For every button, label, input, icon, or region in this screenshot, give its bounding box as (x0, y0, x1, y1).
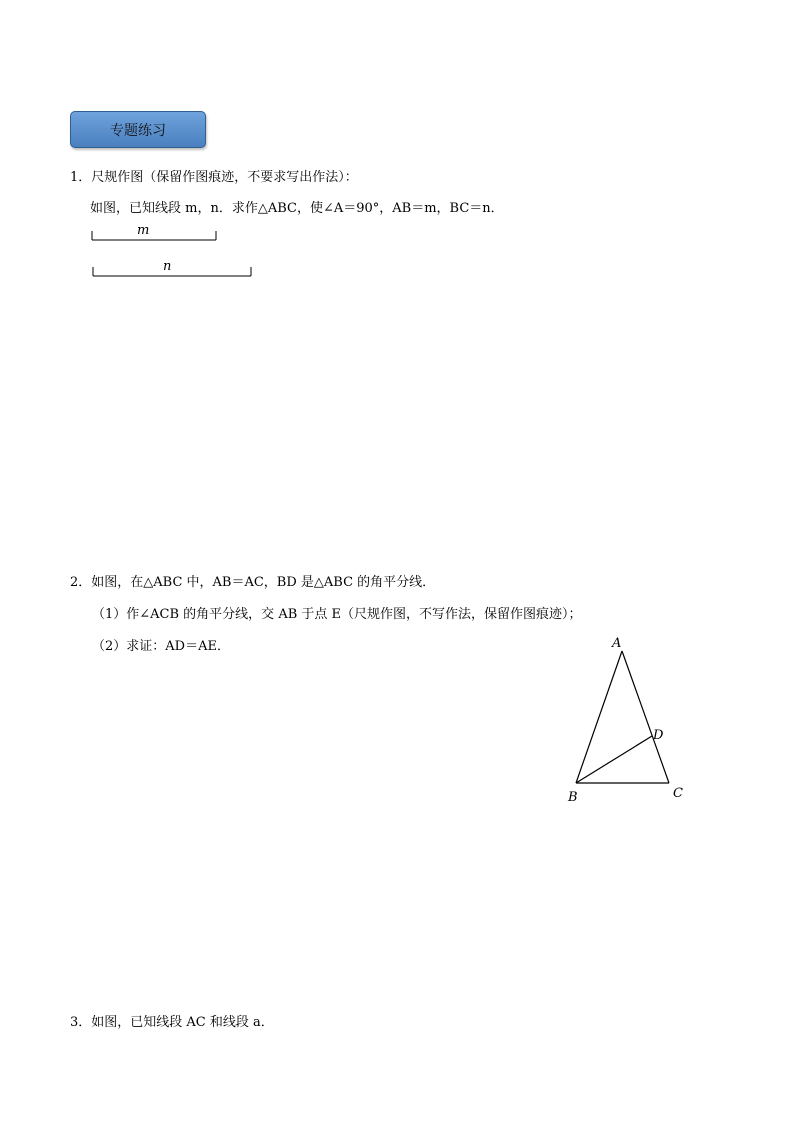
vertex-a-label: A (612, 636, 622, 651)
segment-n-label: n (163, 259, 172, 274)
q2-part1: （1）作∠ACB 的角平分线，交 AB 于点 E（尺规作图，不写作法，保留作图痕迹）； (92, 607, 582, 622)
q2-part2: （2）求证：AD＝AE． (92, 639, 230, 654)
triangle-abc (576, 651, 669, 783)
point-d-label: D (653, 728, 664, 743)
vertex-b-label: B (568, 790, 578, 805)
q1-body: 如图，已知线段 m，n．求作△ABC，使∠A＝90°，AB＝m，BC＝n． (90, 201, 504, 216)
segment-n (93, 267, 251, 276)
segment-bd (576, 736, 652, 783)
section-badge-label: 专题练习 (110, 122, 166, 139)
segment-m-label: m (137, 223, 150, 238)
q3-title: 3．如图，已知线段 AC 和线段 a． (70, 1015, 274, 1030)
q2-title: 2．如图，在△ABC 中，AB＝AC，BD 是△ABC 的角平分线． (70, 575, 436, 590)
segment-m (92, 231, 216, 240)
q1-title: 1．尺规作图（保留作图痕迹，不要求写出作法）： (70, 170, 358, 185)
vertex-c-label: C (673, 786, 683, 801)
